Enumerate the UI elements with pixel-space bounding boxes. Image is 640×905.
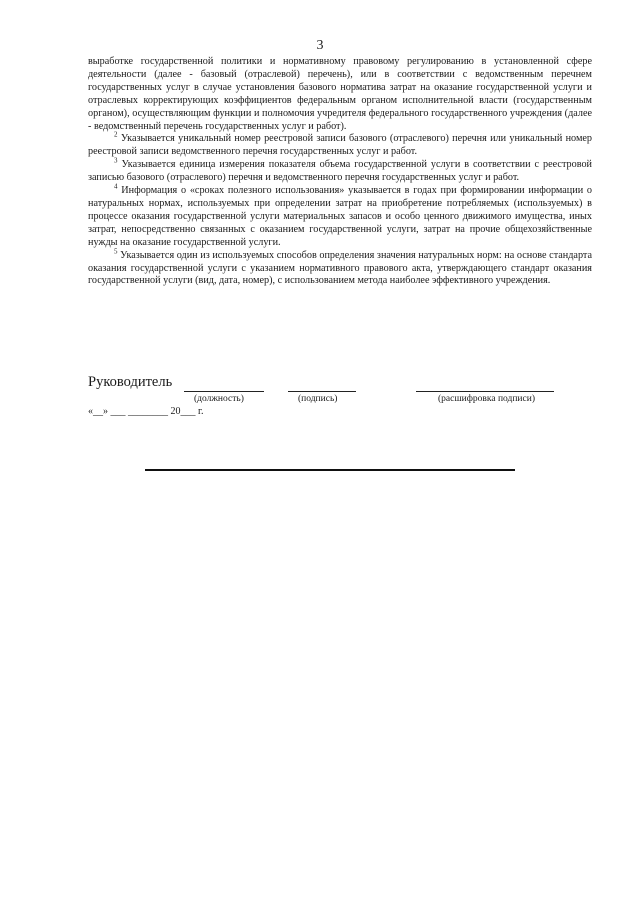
footnote-3 [88,156,592,185]
decoding-line [416,391,554,392]
position-line [184,391,264,392]
footnote-text: выработке государственной политики и нормативному правовому регулированию в установленной сфере деятельности (далее - базовый (отраслевой) перечень), или в соответствии с ведомственным перечнем государственных услуг в случае установления базового норматива затрат на оказание государственной услуги и отраслевых корректирующих коэффициентов федеральным органом исполнительной власти (государственным органом), осуществляющим функции и полномочия учредителя федерального государственного учреждения (далее - ведомственный перечень государственных услуг и работ). [88,56,592,132]
footnote-5 [88,247,593,289]
footnote-text: Указывается один из используемых способов определения значения натуральных норм: на основе стандарта оказания государственной услуги с указанием нормативного правового акта, утверждающего стандарт оказания государственной услуги (вид, дата, номер), с использованием метода наиболее эффективного учреждения. [88,249,593,287]
footnote-continuation [88,56,592,133]
footnote-4 [88,182,593,250]
decoding-caption: (расшифровка подписи) [438,394,535,404]
footnote-marker: 3 [114,156,118,165]
signature-line [288,391,356,392]
signature-caption: (подпись) [298,394,338,404]
footnote-2 [88,133,592,159]
separator-rule [145,469,515,471]
signature-block [88,374,608,424]
footnote-text: Указывается единица измерения показателя объема государственной услуги в соответствии с реестровой записью базового (отраслевого) перечня и ведомственного перечня государственных услуг и работ. [88,159,592,184]
page-number: 3 [316,38,324,53]
footnotes [88,56,592,288]
footnote-marker: 2 [114,131,118,140]
footnote-marker: 5 [114,247,118,256]
head-label: Руководитель [88,374,173,390]
footnote-text: Указывается уникальный номер реестровой записи базового (отраслевого) перечня или уникальный номер реестровой записи ведомственного перечня государственных услуг и работ. [88,133,593,158]
footnote-text: Информация о «сроках полезного использования» указывается в годах при формировании информации о натуральных нормах, используемых при определении затрат на приобретение потребляемых (используемых) в процессе оказания государственной услуги материальных запасов и особо ценного движимого имущества, иных затрат, непосредственно связанных с оказанием государственной услуги, затрат на прочие общехозяйственные нужды на оказание государственной услуги. [88,185,593,248]
date-line: «__» ___ ________ 20___ г. [88,406,204,417]
position-caption: (должность) [194,394,244,404]
footnote-marker: 4 [114,182,118,191]
